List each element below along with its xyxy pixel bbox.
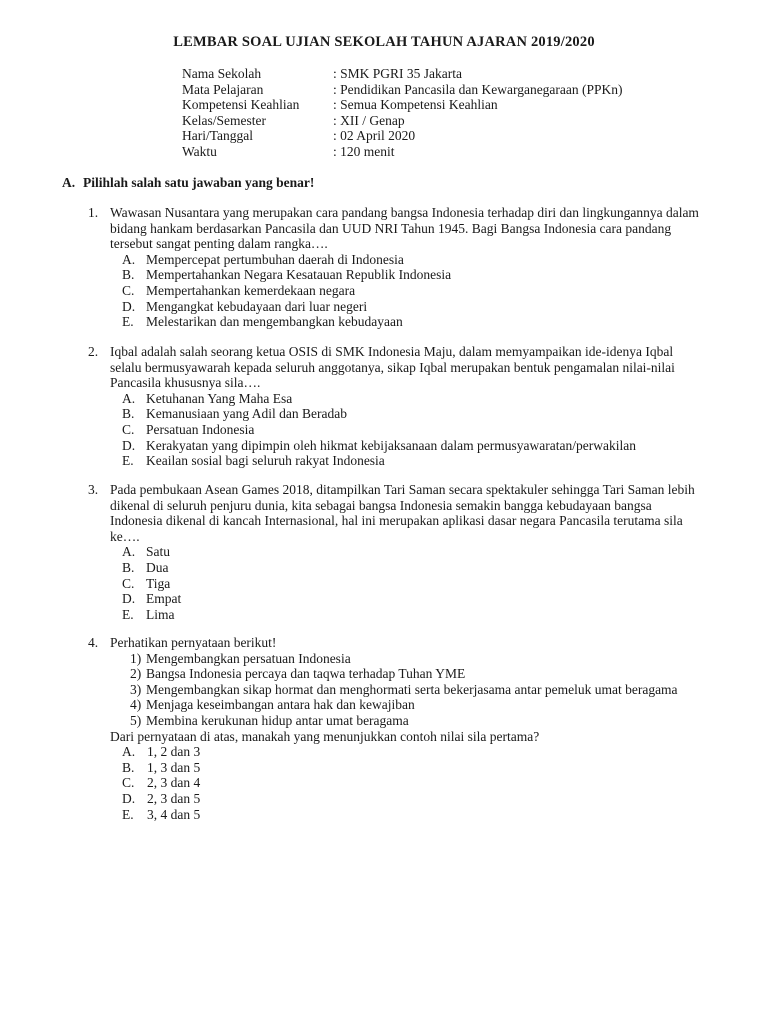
info-value: : XII / Genap [333, 112, 405, 128]
option-letter: D. [122, 591, 136, 607]
statement-number: 4) [130, 697, 142, 713]
question-text-line: dikenal di seluruh penjuru dunia, kita sebagai bangsa Indonesia semakin bangga kebudayaan bangsa [110, 497, 652, 513]
statement-text: Bangsa Indonesia percaya dan taqwa terhadap Tuhan YME [146, 666, 466, 682]
option-text: Melestarikan dan mengembangkan kebudayaan [146, 314, 403, 330]
option-text: 2, 3 dan 5 [147, 791, 201, 806]
option-letter: A. [122, 544, 136, 560]
option-text: Persatuan Indonesia [146, 422, 255, 437]
question-text-line: Iqbal adalah salah seorang ketua OSIS di SMK Indonesia Maju, dalam memyampaikan ide-idenya Iqbal [110, 344, 674, 359]
statement-text: Mengembangkan persatuan Indonesia [146, 650, 351, 666]
info-label: Mata Pelajaran [182, 81, 264, 97]
document-title: LEMBAR SOAL UJIAN SEKOLAH TAHUN AJARAN 2019/2020 [173, 34, 595, 50]
statement-number: 3) [130, 681, 142, 697]
option-letter: B. [122, 560, 135, 575]
option-text: Mempertahankan Negara Kesatauan Republik Indonesia [146, 267, 452, 283]
statement-number: 1) [130, 650, 142, 666]
section-letter: A. [62, 175, 76, 190]
option-text: Mempercepat pertumbuhan daerah di Indonesia [146, 251, 404, 267]
option-letter: A. [122, 744, 136, 760]
question-number: 4. [88, 635, 99, 650]
option-letter: A. [122, 251, 136, 267]
statement-text: Mengembangkan sikap hormat dan menghormati serta bekerjasama antar pemeluk umat beragama [146, 681, 678, 697]
option-text: Lima [146, 606, 175, 622]
option-letter: B. [122, 759, 135, 775]
option-letter: D. [122, 791, 136, 806]
question-text-line: Pancasila khususnya sila…. [110, 375, 261, 391]
option-text: Kemanusiaan yang Adil dan Beradab [146, 406, 347, 422]
option-text: Mempertahankan kemerdekaan negara [146, 283, 356, 298]
question-number: 2. [88, 344, 99, 359]
option-text: Keailan sosial bagi seluruh rakyat Indonesia [146, 453, 385, 469]
info-label: Waktu [182, 144, 217, 159]
info-value: : Semua Kompetensi Keahlian [333, 97, 498, 113]
statement-number: 5) [130, 713, 142, 728]
question-text-line: Dari pernyataan di atas, manakah yang menunjukkan contoh nilai sila pertama? [110, 728, 540, 744]
option-letter: E. [122, 453, 134, 469]
info-label: Hari/Tanggal [182, 128, 254, 144]
info-value: : 02 April 2020 [333, 128, 416, 144]
info-label: Nama Sekolah [182, 66, 262, 81]
option-text: 2, 3 dan 4 [147, 775, 201, 791]
option-letter: B. [122, 406, 135, 422]
question-text-line: bidang hankam berdasarkan Pancasila dan UUD NRI Tahun 1945. Bagi Bangsa Indonesia cara pandang [110, 220, 672, 236]
info-value: : Pendidikan Pancasila dan Kewarganegaraan (PPKn) [333, 81, 623, 97]
option-text: Kerakyatan yang dipimpin oleh hikmat kebijaksanaan dalam permusyawaratan/perwakilan [146, 437, 636, 453]
option-text: 3, 4 dan 5 [147, 806, 201, 822]
question-text-line: Indonesia dikenal di kancah Internasional, hal ini merupakan aplikasi dasar negara Pancasila terutama sila [110, 513, 683, 529]
question-text-line: Wawasan Nusantara yang merupakan cara pandang bangsa Indonesia terhadap diri dan lingkungannya dalam [110, 205, 699, 220]
option-text: Empat [146, 591, 182, 607]
option-text: Dua [146, 560, 169, 575]
question-text-line: Perhatikan pernyataan berikut! [110, 635, 277, 650]
option-letter: E. [122, 314, 134, 330]
info-value: : 120 menit [333, 144, 395, 159]
option-text: Tiga [146, 575, 171, 591]
option-text: Mengangkat kebudayaan dari luar negeri [146, 298, 368, 314]
question-text-line: ke…. [110, 528, 140, 544]
option-letter: C. [122, 422, 135, 437]
option-text: Satu [146, 544, 171, 560]
statement-text: Menjaga keseimbangan antara hak dan kewajiban [146, 697, 415, 713]
statement-number: 2) [130, 666, 142, 682]
question-number: 1. [88, 205, 99, 220]
option-text: 1, 2 dan 3 [147, 744, 201, 760]
option-letter: E. [122, 806, 134, 822]
statement-text: Membina kerukunan hidup antar umat beragama [146, 713, 409, 728]
question-text-line: Pada pembukaan Asean Games 2018, ditampilkan Tari Saman secara spektakuler sehingga Tari Saman lebih [110, 482, 695, 497]
option-text: 1, 3 dan 5 [147, 759, 201, 775]
info-label: Kompetensi Keahlian [182, 97, 300, 113]
option-letter: B. [122, 267, 135, 283]
option-text: Ketuhanan Yang Maha Esa [146, 390, 293, 406]
option-letter: C. [122, 575, 135, 591]
section-instruction: Pilihlah salah satu jawaban yang benar! [83, 175, 315, 190]
option-letter: E. [122, 606, 134, 622]
question-text-line: tersebut sangat penting dalam rangka…. [110, 236, 328, 252]
option-letter: C. [122, 283, 135, 298]
info-value: : SMK PGRI 35 Jakarta [333, 66, 462, 81]
question-text-line: selalu bermusyawarah kepada seluruh anggotanya, sikap Iqbal merupakan bentuk pengamalan nilai-nilai [110, 359, 675, 375]
option-letter: C. [122, 775, 135, 791]
info-label: Kelas/Semester [182, 112, 266, 128]
option-letter: D. [122, 437, 136, 453]
question-number: 3. [88, 482, 99, 497]
option-letter: D. [122, 298, 136, 314]
option-letter: A. [122, 390, 136, 406]
